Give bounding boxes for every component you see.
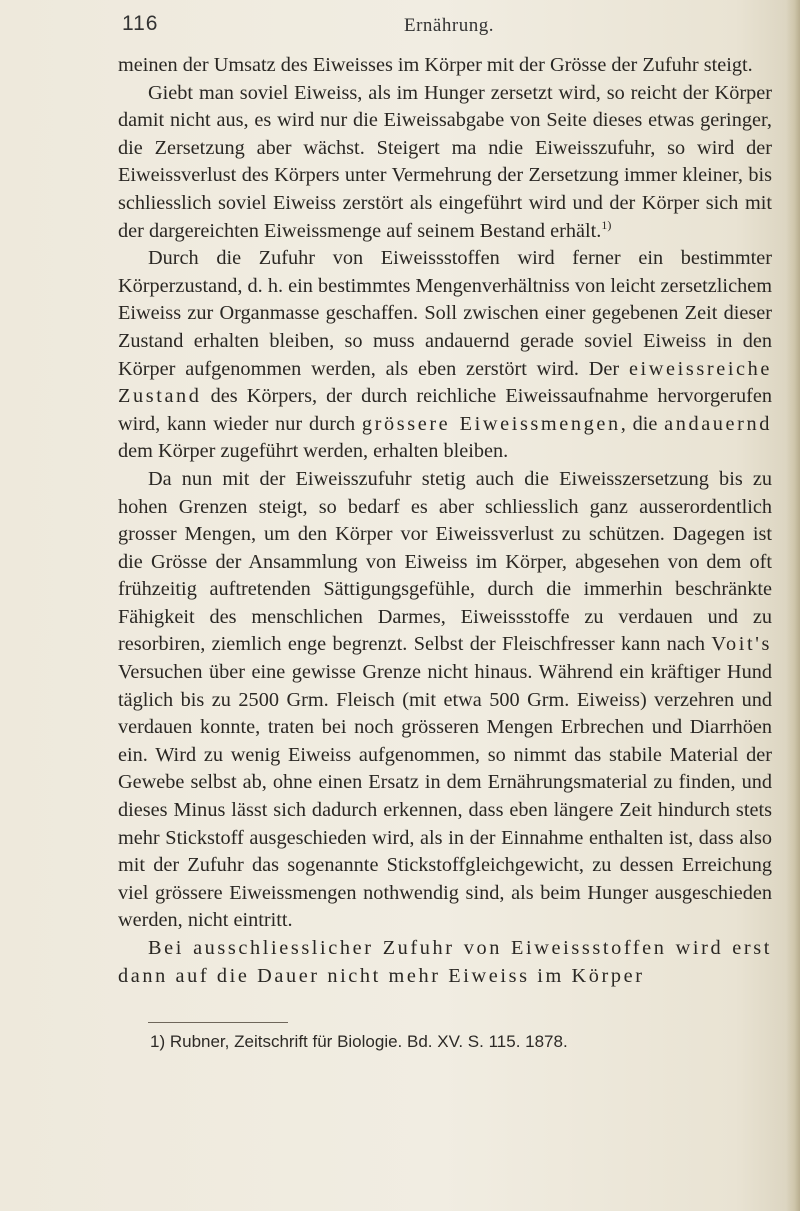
- footnote-divider: [148, 1022, 288, 1023]
- footnote-ref: 1): [601, 217, 612, 232]
- paragraph-2: Giebt man soviel Eiweiss, als im Hunger zersetzt wird, so reicht der Körper damit nicht aus, es wird nur die Eiweissabgabe von Seite dieses etwas geringer, die Zersetzung aber wächst. Steigert ma ndie Eiweisszufuhr, so wird der Eiweissverlust des Körpers unter Vermehrung der Zersetzung immer kleiner, bis schliesslich soviel Eiweiss zerstört als eingeführt wird und der Körper sich mit der dargereichten Eiweissmenge auf seinem Bestand erhält.$^{1)}$: [118, 81, 772, 242]
- emphasis: andauernd: [664, 412, 772, 435]
- emphasis: grössere Eiweissmengen: [361, 412, 621, 435]
- page-header: [0, 12, 800, 40]
- page-number: 116: [122, 12, 159, 35]
- footnote: 1) Rubner, Zeitschrift für Biologie. Bd. XV. S. 115. 1878.: [150, 1032, 568, 1051]
- paragraph-1: meinen der Umsatz des Eiweisses im Körper mit der Grösse der Zufuhr steigt.: [118, 54, 753, 76]
- running-head: Ernährung.: [404, 15, 494, 36]
- paragraph-3: Durch die Zufuhr von Eiweissstoffen wird ferner ein bestimmter Körperzustand, d. h. ein bestimmtes Mengenverhältniss von leicht zersetzlichem Eiweiss zur Organmasse geschaffen. Soll zwischen einer gegebenen Zeit dieser Zustand erhalten bleiben, so muss andauernd gerade soviel Eiweiss in den Körper aufgenommen werden, als eben zerstört wird. Der eiweissreiche Zustand des Körpers, der durch reichliche Eiweissaufnahme hervorgerufen wird, kann wieder nur durch grössere Eiweissmengen, die andauernd dem Körper zugeführt werden, erhalten bleiben.: [118, 247, 772, 463]
- page-edge-shadow: [786, 0, 800, 1211]
- emphasis: eiweissreiche Zustand: [118, 357, 772, 408]
- paragraph-4: Da nun mit der Eiweisszufuhr stetig auch die Eiweisszersetzung bis zu hohen Grenzen steigt, so bedarf es aber schliesslich ganz ausserordentlich grosser Mengen, um den Körper vor Eiweissverlust zu schützen. Dagegen ist die Grösse der Ansammlung von Eiweiss im Körper, abgesehen von dem oft frühzeitig auftretenden Sättigungsgefühle, durch die immerhin beschränkte Fähigkeit des menschlichen Darmes, Eiweissstoffe zu verdauen und zu resorbiren, ziemlich enge begrenzt. Selbst der Fleischfresser kann nach Voit's Versuchen über eine gewisse Grenze nicht hinaus. Während ein kräftiger Hund täglich bis zu 2500 Grm. Fleisch (mit etwa 500 Grm. Eiweiss) verzehren und verdauen konnte, traten bei noch grösseren Mengen Erbrechen und Diarrhöen ein. Wird zu wenig Eiweiss aufgenommen, so nimmt das stabile Material der Gewebe selbst ab, ohne einen Ersatz in dem Ernährungsmaterial zu finden, und dieses Minus lässt sich dadurch erkennen, dass eben längere Zeit hindurch stets mehr Stickstoff ausgeschieden wird, als in der Einnahme enthalten ist, dass also mit der Zufuhr das sogenannte Stickstoffgleichgewicht, zu dessen Erreichung viel grössere Eiweissmengen nothwendig sind, als beim Hunger ausgeschieden werden, nicht eintritt.: [118, 467, 772, 932]
- emphasis: Voit's: [711, 633, 772, 656]
- emphasis: Bei ausschliesslicher Zufuhr von Eiweissstoffen wird erst dann auf die Dauer nicht mehr Eiweiss im Körper: [118, 937, 772, 987]
- paragraph-5: [118, 935, 772, 990]
- body-text: [118, 52, 772, 990]
